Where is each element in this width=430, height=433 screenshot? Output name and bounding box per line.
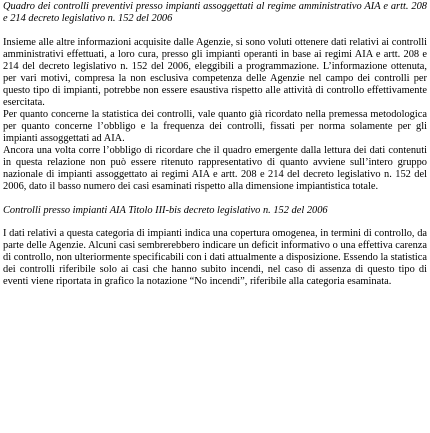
paragraph-quadro-emergente: Ancora una volta corre l’obbligo di ricordare che il quadro emergente dalla lettura dei dati contenuti in questa relazione non può essere ritenuto rappresentativo di quanto avviene sull’intero gruppo nazionale di impianti assoggettato ai regimi AIA e artt. 208 e 214 del decreto legislativo n. 152 del 2006, dato il basso numero dei casi esaminati rispetto alla dimensione impiantistica totale. <box>3 145 427 192</box>
section-heading-controlli-preventivi: Quadro dei controlli preventivi presso impianti assoggettati al regime amministrativo AIA e artt. 208 e 214 decreto legislativo n. 152 del 2006 <box>3 1 427 24</box>
section-heading-controlli-aia: Controlli presso impianti AIA Titolo III-bis decreto legislativo n. 152 del 2006 <box>3 205 328 216</box>
paragraph-informazioni-agenzie: Insieme alle altre informazioni acquisite dalle Agenzie, si sono voluti ottenere dati relativi ai controlli amministrativi effettuati, a loro cura, presso gli impianti operanti in base ai regimi AIA e artt. 208 e 214 del decreto legislativo n. 152 del 2006, eleggibili a programmazione. L’informazione ottenuta, per vari motivi, compresa la non esclusiva competenza delle Agenzie nel campo dei controlli per questo tipo di impianti, potrebbe non essere esaustiva rispetto alle attività di controllo effettivamente esercitata. <box>3 37 427 108</box>
spacer <box>3 193 427 205</box>
spacer <box>3 217 427 228</box>
paragraph-dati-categoria: I dati relativi a questa categoria di impianti indica una copertura omogenea, in termini di controllo, da parte delle Agenzie. Alcuni casi sembrerebbero indicare un deficit informativo o una effettiva carenza di controllo, non ulteriormente specificabili con i dati attualmente a disposizione. Essendo la statistica dei controlli riferibile solo ai casi che hanno subito incendi, nel caso di assenza di questo tipo di eventi viene riportata in grafico la notazione “No incendi”, riferibile alla categoria esaminata. <box>3 228 427 287</box>
paragraph-statistica-controlli: Per quanto concerne la statistica dei controlli, vale quanto già ricordato nella premessa metodologica per quanto concerne l’obbligo e la frequenza dei controlli, fissati per norma solamente per gli impianti assoggettati ad AIA. <box>3 109 427 144</box>
spacer <box>3 25 427 37</box>
